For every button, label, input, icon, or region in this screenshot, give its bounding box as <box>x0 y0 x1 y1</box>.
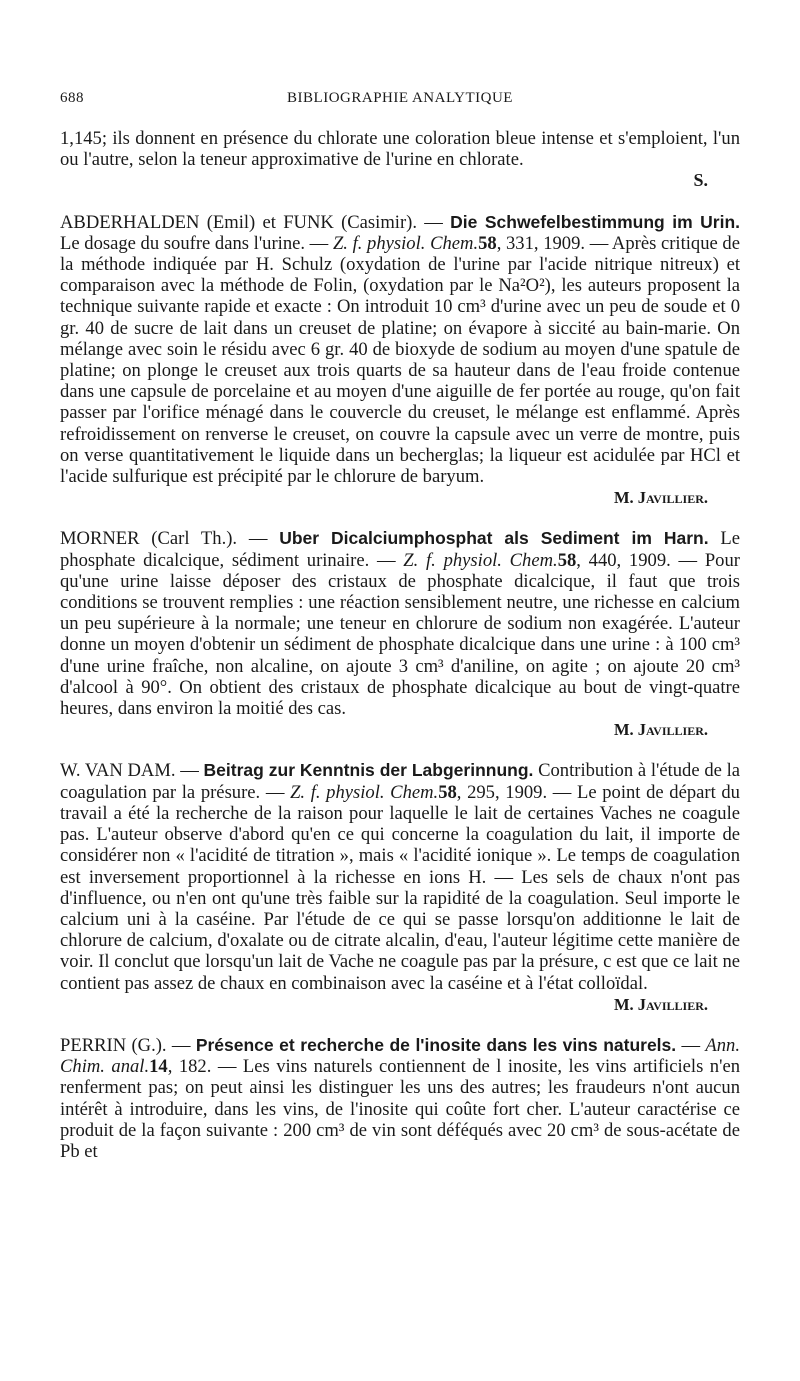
entry-journal: Z. f. physiol. Chem. <box>332 232 479 254</box>
entry-title: Die Schwefelbestimmung im Urin. <box>450 211 740 232</box>
entry-journal: Z. f. physiol. Chem. <box>290 781 439 803</box>
entry-pages-year: , 295, 1909. <box>456 781 548 803</box>
entry-translation: — <box>681 1034 701 1056</box>
entry-signature: M. Javillier. <box>613 488 708 508</box>
running-head <box>60 90 740 114</box>
entry-volume: 58 <box>557 549 577 571</box>
entry-author: ABDERHALDEN (Emil) et FUNK (Casimir). — <box>60 211 443 233</box>
entry-summary: — Les vins naturels contiennent de l inosite, les vins artificiels n'en renferment pas; on peut ainsi les distinguer les uns des autres; les fraudeurs n'ont aucun intérêt à introduire, dans les vins, de l'inosite qui coûte fort cher. L'auteur caractérise ce produit de la façon suivante : 200 cm³ de vin sont déféqués avec 20 cm³ de sous-acétate de Pb et <box>60 1056 740 1162</box>
entry-pages-year: , 440, 1909. <box>576 549 671 571</box>
entry-continuation <box>60 128 740 192</box>
entry-summary: — Après critique de la méthode indiquée par H. Schulz (oxydation de l'urine par l'acide nitrique nitreux) et comparaison avec la méthode de Folin, (oxydation par le Na²O²), les auteurs proposent la technique suivante rapide et exacte : On introduit 10 cm³ d'urine avec un peu de soude et 0 gr. 40 de sucre de lait dans un creuset de platine; on évapore à siccité au bain-marie. On mélange avec soin le résidu avec 6 gr. 40 de bioxyde de sodium au moyen d'une spatule de platine; on plonge le creuset aux trois quarts de sa hauteur dans de l'eau froide contenue dans une capsule de porcelaine et au moyen d'une aiguille de fer portée au rouge, qu'on fait passer par l'orifice ménagé dans le couvercle du creuset, le mélange est enflammé. Après refroidissement on renverse le creuset, on couvre la capsule avec un verre de montre, puis on verse quantitativement le liquide dans un becherglas; la liqueur est acidulée par HCl et l'acide sulfurique est précipité par le chlorure de baryum. <box>60 232 740 488</box>
entry-summary: — Le point de départ du travail a été la recherche de la raison pour laquelle le lait de certaines Vaches ne coagule pas. L'auteur observe d'abord qu'en ce qui concerne la coagulation du lait, il importe de considérer non « l'acidité de titration », mais « l'acidité ionique ». Le temps de coagulation est inversement proportionnel à la richesse en ions H. — Les sels de chaux n'ont pas d'influence, ou n'en ont qu'une très faible sur la rapidité de la coagulation. Seul importe le calcium uni à la caséine. Par l'étude de ce qui se passe lorsqu'on additionne le lait de chlorure de calcium, d'oxalate ou de citrate alcalin, d'eau, l'auteur légitime cette manière de voir. Il conclut que lorsqu'un lait de Vache ne coagule pas par la présure, c est que ce lait ne contient pas assez de chaux en combinaison avec la caséine et à l'état colloïdal. <box>60 781 740 994</box>
entry-title: Uber Dicalciumphosphat als Sediment im Harn. <box>279 528 709 549</box>
entry-abderhalden <box>60 212 740 509</box>
entry-signature: S. <box>693 170 708 191</box>
entry-translation: Le phosphate dicalcique, sédiment urinaire. — <box>60 528 740 571</box>
entry-van-dam <box>60 760 740 1014</box>
entry-pages-year: , 331, 1909. <box>496 232 586 254</box>
entry-volume: 14 <box>149 1056 168 1078</box>
entry-author: PERRIN (G.). — <box>60 1034 191 1056</box>
entry-signature: M. Javillier. <box>613 994 708 1014</box>
entry-volume: 58 <box>438 781 457 803</box>
entry-summary: — Pour qu'une urine laisse déposer des cristaux de phosphate dicalcique, il faut que trois conditions se trouvent remplies : une réaction sensiblement neutre, une richesse en calcium un peu supérieure à la normale; une teneur en chlorure de sodium non exagérée. L'auteur donne un moyen d'obtenir un sédiment de phosphate dicalcique dans une urine : à 100 cm³ d'une urine fraîche, non alcaline, on ajoute 3 cm³ d'aniline, on agite ; on ajoute 20 cm³ d'alcool à 90°. On obtient des cristaux de phosphate dicalcique au bout de vingt-quatre heures, dans environ la moitié des cas. <box>60 549 740 720</box>
entry-author: W. VAN DAM. — <box>60 760 199 782</box>
page-number: 688 <box>60 90 84 106</box>
entry-author: MORNER (Carl Th.). — <box>60 528 268 550</box>
entry-volume: 58 <box>478 232 497 254</box>
entry-perrin <box>60 1035 740 1162</box>
entry-title: Présence et recherche de l'inosite dans les vins naturels. <box>195 1034 677 1055</box>
entry-text: 1,145; ils donnent en présence du chlorate une coloration bleue intense et s'emploient, l'un ou l'autre, selon la teneur approximative de l'urine en chlorate. <box>60 128 740 171</box>
entry-journal: Z. f. physiol. Chem. <box>403 549 558 571</box>
running-title: BIBLIOGRAPHIE ANALYTIQUE <box>287 90 513 106</box>
entry-morner <box>60 528 740 740</box>
entry-translation: Le dosage du soufre dans l'urine. — <box>60 232 329 254</box>
entry-title: Beitrag zur Kenntnis der Labgerinnung. <box>203 760 534 781</box>
entry-journal: Ann. Chim. anal. <box>60 1034 740 1078</box>
page-body <box>60 128 740 1162</box>
entry-pages-year: , 182. <box>167 1056 212 1078</box>
entry-signature: M. Javillier. <box>613 720 708 740</box>
entry-translation: Contribution à l'étude de la coagulation par la présure. — <box>60 760 740 803</box>
